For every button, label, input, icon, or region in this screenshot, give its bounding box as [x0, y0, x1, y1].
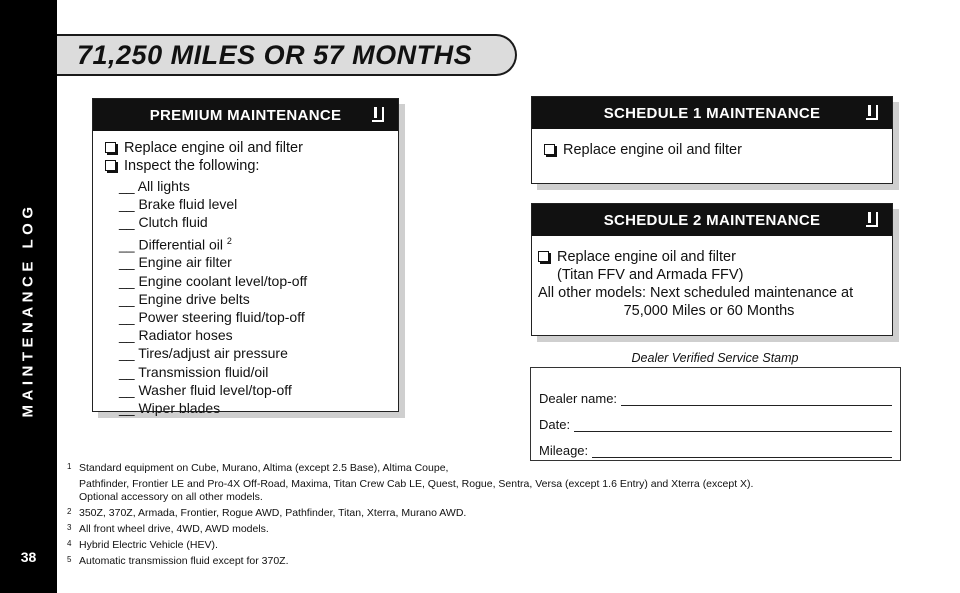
checkmark-icon: [866, 212, 878, 227]
premium-heading: [93, 99, 398, 131]
footnote-ref: 2: [226, 235, 232, 246]
premium-item-oil: [105, 139, 386, 157]
date-row: [539, 406, 892, 432]
schedule-2-box: [531, 203, 893, 336]
checkbox-icon[interactable]: [105, 142, 116, 153]
checkmark-icon: [372, 107, 384, 122]
dealer-name-row: [539, 380, 892, 406]
list-item: __ Clutch fluid: [119, 214, 208, 231]
premium-item-inspect: [105, 157, 386, 175]
dealer-name-label: Dealer name:: [539, 391, 618, 406]
footnote-number: 5: [67, 555, 72, 564]
mileage-label: Mileage:: [539, 443, 589, 458]
checkbox-icon[interactable]: [105, 160, 116, 171]
dealer-name-field[interactable]: [621, 392, 892, 406]
premium-maintenance-box: [92, 98, 399, 417]
footnote: [67, 491, 947, 504]
footnote-text: 350Z, 370Z, Armada, Frontier, Rogue AWD, Pathfinder, Titan, Xterra, Murano AWD.: [79, 507, 467, 519]
list-item: __ Wiper blades: [119, 400, 221, 417]
list-item: __ Engine drive belts: [119, 290, 250, 307]
list-item: __ Tires/adjust air pressure: [119, 345, 288, 362]
footnote-text: Optional accessory on all other models.: [79, 491, 263, 503]
checkmark-icon: [866, 105, 878, 120]
schedule-2-heading-text: SCHEDULE 2 MAINTENANCE: [603, 211, 821, 229]
footnote-text: Hybrid Electric Vehicle (HEV).: [79, 539, 218, 551]
schedule-1-item: [544, 141, 880, 159]
footnote: [67, 507, 947, 520]
list-item-label: __ Differential oil: [119, 236, 224, 253]
footnote-number: [67, 476, 79, 489]
schedule-2-next-interval: 75,000 Miles or 60 Months: [623, 303, 795, 319]
footnote: [67, 462, 947, 475]
footnote: [67, 555, 947, 568]
footnote-number: [67, 489, 79, 502]
schedule-1-heading: [532, 97, 892, 129]
list-item: __ Radiator hoses: [119, 327, 233, 344]
footnote-number: 4: [67, 539, 72, 548]
footnote: [67, 539, 947, 552]
schedule-1-item-label: Replace engine oil and filter: [563, 142, 742, 158]
schedule-2-item-label: Replace engine oil and filter: [557, 249, 736, 265]
date-field[interactable]: [574, 418, 892, 432]
footnotes: [67, 462, 947, 571]
premium-item-label: Inspect the following:: [124, 158, 260, 174]
footnote: [67, 478, 947, 491]
premium-heading-text: PREMIUM MAINTENANCE: [149, 106, 342, 124]
list-item: __ Brake fluid level: [119, 196, 238, 213]
schedule-2-item-note: (Titan FFV and Armada FFV): [557, 267, 744, 283]
checkbox-icon[interactable]: [544, 144, 555, 155]
list-item: __ Transmission fluid/oil: [119, 363, 269, 380]
footnote-number: 3: [67, 523, 72, 532]
list-item: __ Engine air filter: [119, 254, 232, 271]
premium-item-label: Replace engine oil and filter: [124, 140, 303, 156]
section-title: MAINTENANCE LOG: [19, 202, 37, 418]
list-item-differential: [119, 232, 386, 254]
list-item: __ Engine coolant level/top-off: [119, 272, 308, 289]
footnote-text: Standard equipment on Cube, Murano, Altima (except 2.5 Base), Altima Coupe,: [79, 462, 449, 474]
schedule-1-box: [531, 96, 893, 184]
mileage-field[interactable]: [592, 444, 892, 458]
inspection-list: [105, 177, 386, 417]
header-banner: [57, 34, 517, 76]
page-number: 38: [20, 549, 37, 565]
schedule-2-other-models: All other models: Next scheduled maintenance at: [538, 285, 854, 301]
schedule-2-item: [538, 248, 880, 266]
schedule-1-heading-text: SCHEDULE 1 MAINTENANCE: [603, 104, 821, 122]
footnote-text: Automatic transmission fluid except for 370Z.: [79, 555, 289, 567]
stamp-title: Dealer Verified Service Stamp: [631, 351, 799, 365]
date-label: Date:: [539, 417, 571, 432]
page-title: 71,250 MILES OR 57 MONTHS: [77, 40, 473, 70]
list-item: __ Washer fluid level/top-off: [119, 381, 292, 398]
list-item: __ All lights: [119, 178, 190, 194]
footnote-number: 2: [67, 507, 72, 516]
footnote-number: 1: [67, 462, 72, 471]
mileage-row: [539, 432, 892, 458]
footnote-text: All front wheel drive, 4WD, AWD models.: [79, 523, 269, 535]
footnote: [67, 523, 947, 536]
schedule-2-heading: [532, 204, 892, 236]
checkbox-icon[interactable]: [538, 251, 549, 262]
list-item: __ Power steering fluid/top-off: [119, 309, 305, 326]
footnote-text: Pathfinder, Frontier LE and Pro-4X Off-Road, Maxima, Titan Crew Cab LE, Quest, Rogue, Sentra, Versa (except 1.6 Entry) and Xterra (except X).: [79, 478, 754, 490]
dealer-stamp-box: [530, 367, 901, 461]
